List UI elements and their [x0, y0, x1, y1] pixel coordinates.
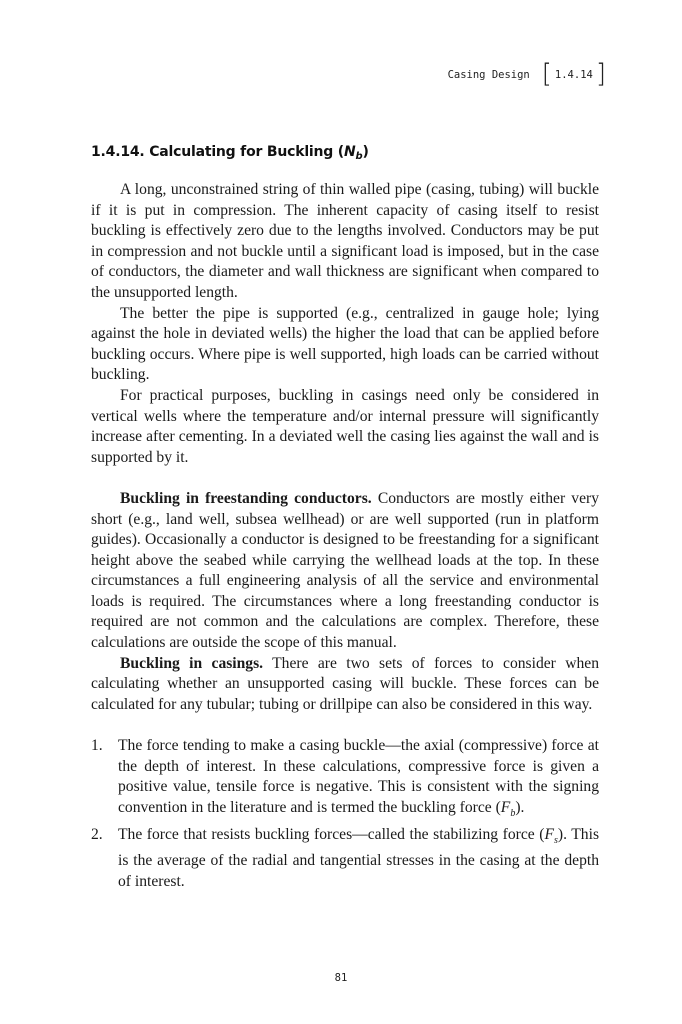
list-item-var-letter: F	[544, 825, 554, 843]
running-head	[447, 59, 606, 89]
bracket-left: [	[541, 59, 552, 89]
list-item-text: The force that resists buckling forces—called the stabilizing force (	[118, 825, 545, 843]
list-item-number: 2.	[91, 825, 103, 843]
heading-text: 1.4.14. Calculating for Buckling (	[91, 144, 344, 160]
list-item-var-sub: s	[554, 834, 558, 846]
paragraph-4-text: Conductors are mostly either very short (e.g., land well, subsea wellhead) or are well supported (run in platform guides). Occasionally a conductor is designed to be freestanding for a significant height above the seabed while carrying the wellhead loads at the top. In these circumstances a full engineering analysis of all the service and environmental loads is required. The circumstances where a long freestanding conductor is required are not common and the calculations are complex. Therefore, these calculations are outside the scope of this manual.	[91, 489, 600, 652]
paragraph-3: For practical purposes, buckling in casings need only be considered in vertical wells where the temperature and/or internal pressure will significantly increase after cementing. In a deviated well the casing lies against the wall and is supported by it.	[91, 386, 599, 466]
list-item-var	[544, 825, 558, 846]
bracket-right: ]	[595, 59, 606, 89]
heading-var: N	[343, 144, 356, 160]
paragraph-5-text: There are two sets of forces to consider when calculating whether an unsupported casing will buckle. These forces can be calculated for any tubular; tubing or drillpipe can also be considered in this way.	[91, 654, 599, 713]
list-item	[91, 736, 599, 824]
list-item-number: 1.	[91, 737, 103, 755]
list-gap	[91, 715, 599, 736]
running-head-section: 1.4.14	[554, 69, 593, 81]
heading-close: )	[362, 144, 369, 160]
list-item-tail: ). This is the average of the radial and tangential stresses in the casing at the depth of interest.	[118, 825, 600, 890]
numbered-list	[91, 736, 599, 892]
paragraph-gap	[91, 468, 599, 489]
body-text	[91, 180, 599, 892]
list-item-var-letter: F	[500, 798, 511, 816]
heading-sub: b	[355, 151, 363, 162]
list-item-tail: ).	[515, 798, 525, 816]
list-item	[91, 825, 599, 893]
paragraph-5	[91, 654, 599, 716]
section-heading	[91, 144, 369, 162]
running-head-title: Casing Design	[447, 69, 530, 81]
page-number: 81	[334, 972, 348, 984]
paragraph-5-lead: Buckling in casings.	[120, 654, 264, 672]
list-item-text: The force tending to make a casing buckle—the axial (compressive) force at the depth of interest. In these calculations, compressive force is given a positive value, tensile force is negative. This is consistent with the signing convention in the literature and is termed the buckling force (	[118, 737, 599, 816]
paragraph-2: The better the pipe is supported (e.g., centralized in gauge hole; lying against the hole in deviated wells) the higher the load that can be applied before buckling occurs. Where pipe is well supported, high loads can be carried without buckling.	[91, 304, 599, 384]
paragraph-1: A long, unconstrained string of thin walled pipe (casing, tubing) will buckle if it is put in compression. The inherent capacity of casing itself to resist buckling is effectively zero due to the lengths involved. Conductors may be put in compression and not buckle until a significant load is imposed, but in the case of conductors, the diameter and wall thickness are significant when compared to the unsupported length.	[91, 181, 599, 301]
list-item-var	[500, 798, 516, 819]
paragraph-4-lead: Buckling in freestanding conductors.	[120, 489, 372, 507]
paragraph-4	[91, 489, 599, 654]
list-item-var-sub: b	[510, 807, 516, 819]
